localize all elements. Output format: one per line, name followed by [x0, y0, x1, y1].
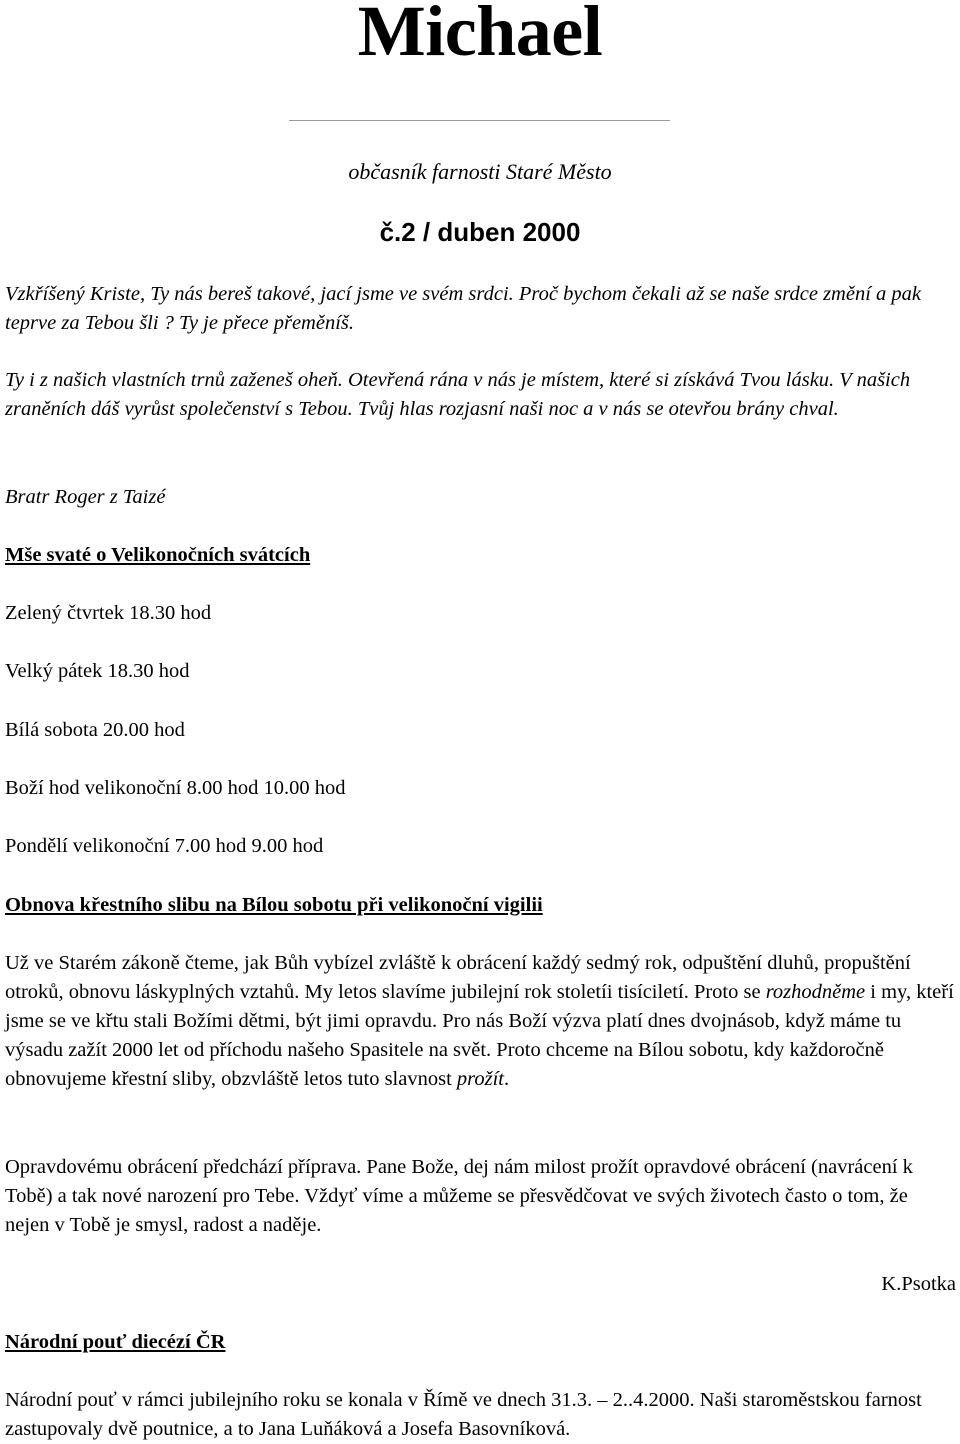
renewal-emphasis: rozhodněme — [765, 981, 866, 1003]
renewal-paragraph-2: Opravdovému obrácení předchází příprava. Pane Bože, dej nám milost prožít opravdové obrácení (navrácení k Tobě) a tak nové narození pro Tebe. Vždyť víme a můžeme se přesvědčovat ve svých životech často o tom, že nejen v Tobě je smysl, radost a naděje. — [5, 1156, 913, 1236]
renewal-paragraph-1 — [5, 949, 955, 1094]
mass-item: Zelený čtvrtek 18.30 hod — [5, 602, 212, 624]
newsletter-subtitle: občasník farnosti Staré Město — [348, 159, 612, 184]
mass-item: Velký pátek 18.30 hod — [5, 660, 190, 682]
mass-item: Bílá sobota 20.00 hod — [5, 719, 185, 741]
author-signature: K.Psotka — [881, 1273, 956, 1295]
renewal-emphasis: prožít — [456, 1068, 504, 1090]
mass-item: Boží hod velikonoční 8.00 hod 10.00 hod — [5, 777, 346, 799]
renewal-text: Už ve Starém zákoně čteme, jak Bůh vybízel zvláště k obrácení každý sedmý rok, odpuštění dluhů, propuštění otroků, obnovu láskyplných vztahů. My letos slavíme jubilejní rok stoletíi tisíciletí. Proto se — [5, 952, 911, 1003]
quote-author: Bratr Roger z Taizé — [5, 486, 166, 508]
mass-item: Pondělí velikonoční 7.00 hod 9.00 hod — [5, 835, 324, 857]
quote-paragraph-1: Vzkříšený Kriste, Ty nás bereš takové, jací jsme ve svém srdci. Proč bychom čekali až se naše srdce změní a pak teprve za Tebou šli ? Ty je přece přeměníš. — [5, 283, 921, 334]
renewal-text: i my, kteří jsme se ve křtu stali Božími dětmi, být jimi opravdu. Pro nás Boží výzva platí dnes dvojnásob, když máme tu výsadu zažít 2000 let od příchodu našeho Spasitele na svět. Proto chceme na Bílou sobotu, kdy každoročně obnovujeme křestní sliby, obzvláště letos tuto slavnost — [5, 981, 954, 1090]
masthead-divider — [289, 120, 670, 121]
renewal-text: . — [504, 1068, 510, 1090]
issue-number: č.2 / duben 2000 — [379, 217, 581, 247]
masses-heading: Mše svaté o Velikonočních svátcích — [5, 544, 311, 566]
newsletter-title: Michael — [357, 0, 603, 71]
quote-paragraph-2: Ty i z našich vlastních trnů zaženeš oheň. Otevřená rána v nás je místem, které si získává Tvou lásku. V našich zraněních dáš vyrůst společenství s Tebou. Tvůj hlas rozjasní naši noc a v nás se otevřou brány chval. — [5, 369, 911, 420]
pilgrimage-paragraph: Národní pouť v rámci jubilejního roku se konala v Římě ve dnech 31.3. – 2..4.2000. Naši staroměstskou farnost zastupovaly dvě poutnice, a to Jana Luňáková a Josefa Basovníková. — [5, 1389, 922, 1440]
pilgrimage-heading: Národní pouť diecézí ČR — [5, 1331, 226, 1353]
renewal-heading: Obnova křestního slibu na Bílou sobotu při velikonoční vigilii — [5, 894, 543, 916]
